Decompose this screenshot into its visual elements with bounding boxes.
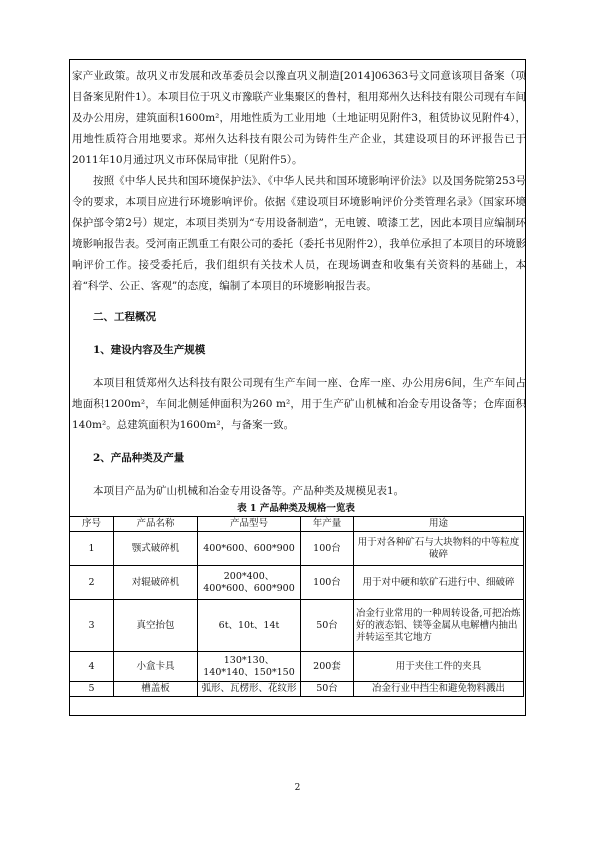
cell-index: 1: [70, 532, 114, 566]
section-heading-project-overview: 二、工程概况: [93, 311, 156, 323]
cell-product-name: 颚式破碎机: [114, 532, 198, 566]
cell-product-name: 小盒卡具: [114, 652, 198, 682]
paragraph-construction: 本项目租赁郑州久达科技有限公司现有生产车间一座、仓库一座、办公用房6间，生产车间占地面积1200m²，车间北侧延伸面积为260 m²，用于生产矿山机械和冶金专用设备等；仓库面积140m²。总建筑面积为1600m²，与备案一致。: [72, 377, 526, 431]
cell-usage: 用于对各种矿石与大块物料的中等粒度破碎: [354, 532, 524, 566]
table-row: [70, 600, 524, 652]
subsection-heading-construction: 1、建设内容及生产规模: [93, 344, 206, 356]
cell-index: 3: [70, 600, 114, 652]
table-header-row: [70, 517, 524, 532]
paragraph-background: 家产业政策。故巩义市发展和改革委员会以豫直巩义制造[2014]06363号文同意该项目备案（项目备案见附件1）。本项目位于巩义市豫联产业集聚区的鲁村，租用郑州久达科技有限公司现有车间及办公用房，建筑面积1600m²，用地性质为工业用地（土地证明见附件3，租赁协议见附件4），用地性质符合用地要求。郑州久达科技有限公司为铸件生产企业，其建设项目的环评报告已于2011年10月通过巩义市环保局审批（见附件5）。: [72, 70, 526, 166]
table-row: [70, 682, 524, 697]
cell-model: 6t、10t、14t: [198, 600, 301, 652]
paragraph-products: 本项目产品为矿山机械和冶金专用设备等。产品种类及规模见表1。: [93, 485, 405, 497]
cell-product-name: 对辊破碎机: [114, 566, 198, 600]
table-row: [70, 652, 524, 682]
cell-index: 2: [70, 566, 114, 600]
table-caption: 表 1 产品种类及规格一览表: [237, 503, 355, 514]
cell-annual-output: 50台: [301, 682, 354, 697]
product-table: [69, 516, 524, 697]
cell-model: 弧形、瓦楞形、花纹形: [198, 682, 301, 697]
cell-index: 4: [70, 652, 114, 682]
paragraph-legal-basis: 按照《中华人民共和国环境保护法》、《中华人民共和国环境影响评价法》以及国务院第253号令的要求，本项目应进行环境影响评价。依据《建设项目环境影响评价分类管理名录》（国家环境保护部令第2号）规定，本项目类别为“专用设备制造”，无电镀、喷漆工艺，因此本项目应编制环境影响报告表。受河南正凯重工有限公司的委托（委托书见附件2），我单位承担了本项目的环境影响评价工作。接受委托后，我们组织有关技术人员，在现场调查和收集有关资料的基础上，本着“科学、公正、客观”的态度，编制了本项目的环境影响报告表。: [72, 175, 526, 292]
header-usage: 用途: [354, 517, 524, 532]
cell-annual-output: 100台: [301, 532, 354, 566]
cell-model: 200*400、400*600、600*900: [198, 566, 301, 600]
cell-index: 5: [70, 682, 114, 697]
header-model: 产品型号: [198, 517, 301, 532]
cell-usage: 用于夹住工件的夹具: [354, 652, 524, 682]
header-annual-output: 年产量: [301, 517, 354, 532]
cell-usage: 冶金行业中挡尘和避免物料溅出: [354, 682, 524, 697]
cell-model: 400*600、600*900: [198, 532, 301, 566]
header-index: 序号: [70, 517, 114, 532]
cell-usage: 用于对中硬和软矿石进行中、细破碎: [354, 566, 524, 600]
table-row: [70, 566, 524, 600]
subsection-heading-products: 2、产品种类及产量: [93, 452, 185, 464]
cell-product-name: 槽盖板: [114, 682, 198, 697]
cell-product-name: 真空抬包: [114, 600, 198, 652]
cell-usage: 冶金行业常用的一种周转设备,可把冶炼好的液态铝、镁等金属从电解槽内抽出并转运至其它地方: [354, 600, 524, 652]
header-product-name: 产品名称: [114, 517, 198, 532]
page-number: 2: [294, 783, 301, 793]
document-body: [72, 66, 526, 697]
cell-annual-output: 200套: [301, 652, 354, 682]
cell-annual-output: 100台: [301, 566, 354, 600]
table-row: [70, 532, 524, 566]
cell-model: 130*130、140*140、150*150: [198, 652, 301, 682]
cell-annual-output: 50台: [301, 600, 354, 652]
